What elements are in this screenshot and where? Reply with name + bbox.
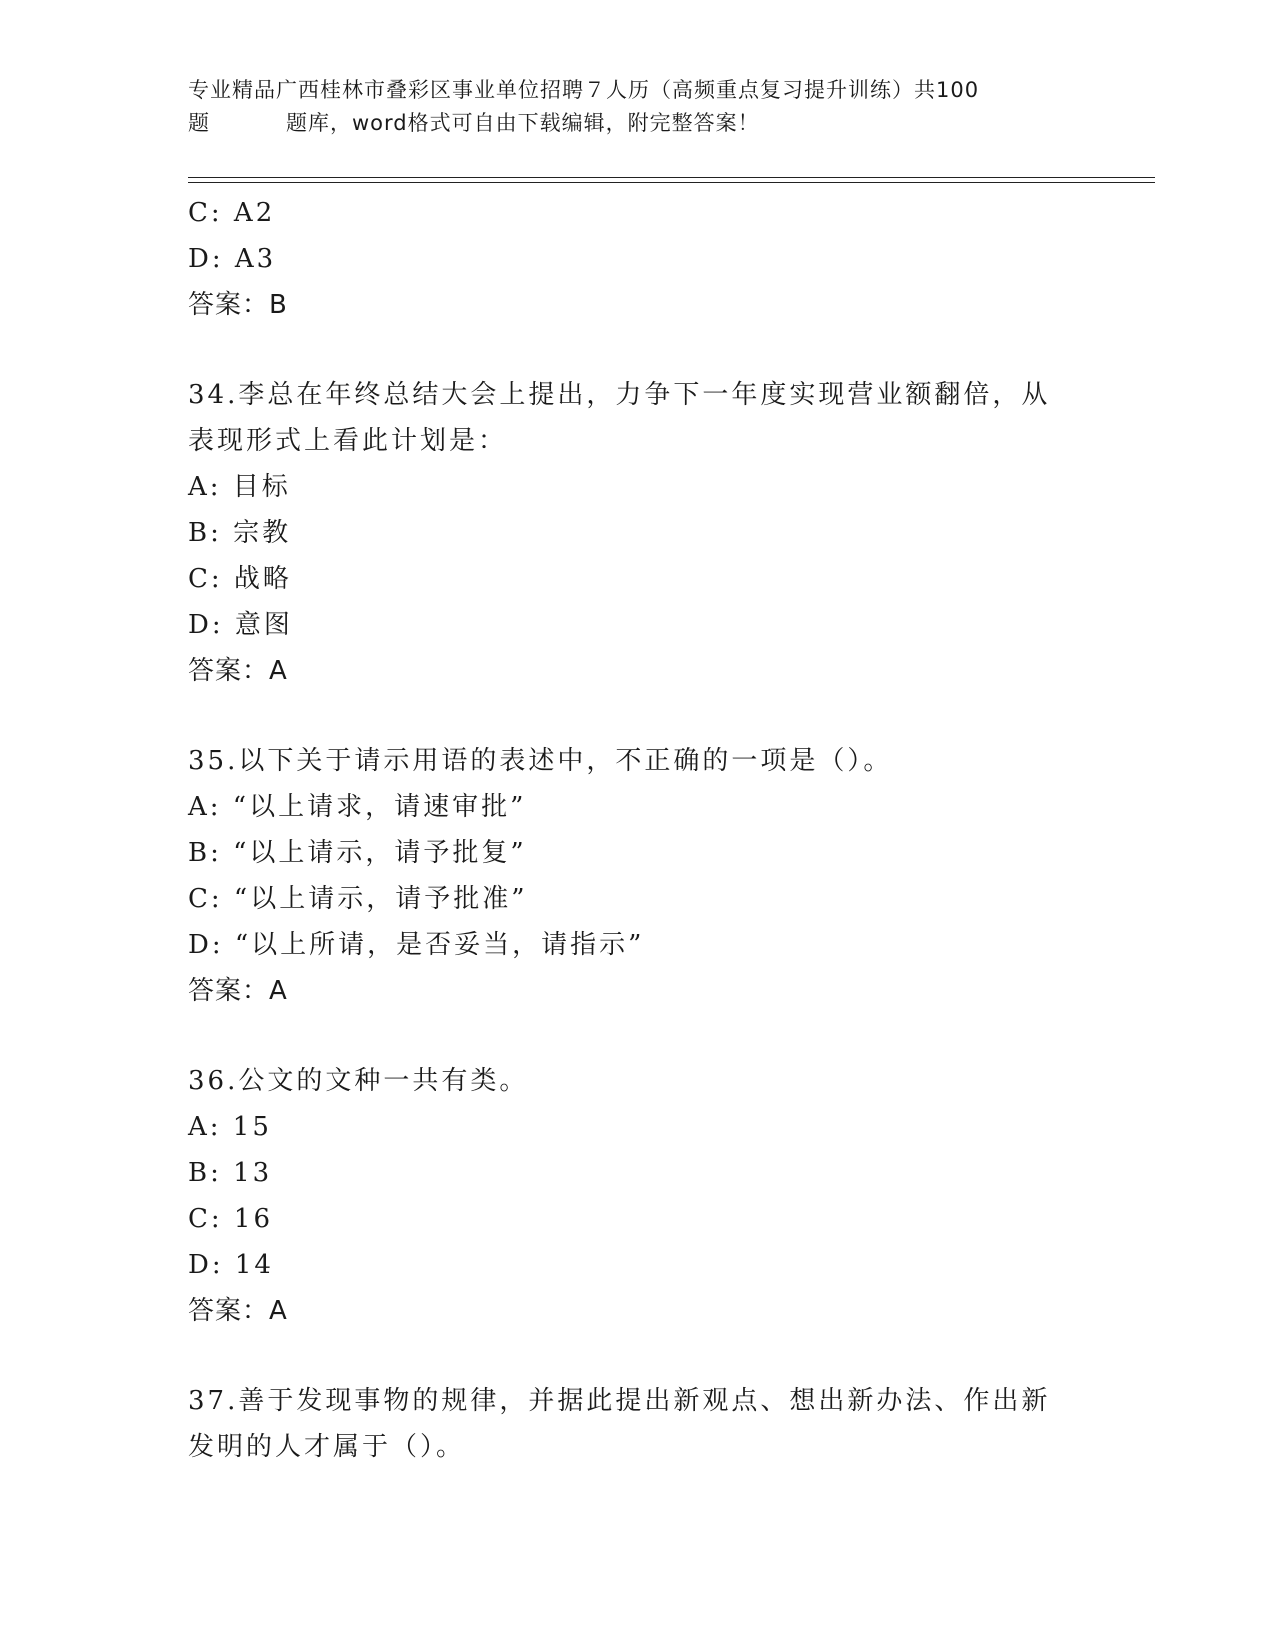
- option-d: D: 意图: [188, 610, 293, 640]
- option-d: D: A3: [188, 244, 277, 274]
- option-c: C: A2: [188, 198, 276, 228]
- option-a: A: 15: [188, 1112, 272, 1142]
- header-divider-bottom: [188, 182, 1155, 183]
- answer-line: 答案：A: [188, 656, 288, 686]
- option-c: C: 战略: [188, 564, 292, 594]
- question-block-36: [188, 1058, 1088, 1334]
- question-block-33: [188, 190, 1088, 328]
- header-divider-top: [188, 177, 1155, 178]
- question-text: 36.公文的文种一共有类。: [188, 1066, 529, 1096]
- header-title-line2: [188, 107, 1088, 140]
- question-text: 34.李总在年终总结大会上提出，力争下一年度实现营业额翻倍，从表现形式上看此计划是：: [188, 380, 1051, 456]
- option-b: B: “以上请示，请予批复”: [188, 838, 527, 868]
- option-d: D: “以上所请，是否妥当，请指示”: [188, 930, 645, 960]
- question-text: 35.以下关于请示用语的表述中，不正确的一项是（）。: [188, 746, 893, 776]
- header-title-line2-prefix: 题: [188, 111, 210, 135]
- answer-line: 答案：A: [188, 976, 288, 1006]
- option-a: A: “以上请求，请速审批”: [188, 792, 527, 822]
- question-block-37: [188, 1378, 1088, 1470]
- answer-line: 答案：B: [188, 290, 288, 320]
- header-title-line1: 专业精品广西桂林市叠彩区事业单位招聘７人历（高频重点复习提升训练）共100: [188, 78, 980, 102]
- answer-line: 答案：A: [188, 1296, 288, 1326]
- option-a: A: 目标: [188, 472, 291, 502]
- document-header: [188, 74, 1088, 140]
- option-b: B: 13: [188, 1158, 273, 1188]
- question-text: 37.善于发现事物的规律，并据此提出新观点、想出新办法、作出新发明的人才属于（）。: [188, 1386, 1051, 1462]
- option-c: C: “以上请示，请予批准”: [188, 884, 528, 914]
- header-title-line2-rest: 题库，word格式可自由下载编辑，附完整答案！: [286, 111, 760, 135]
- option-d: D: 14: [188, 1250, 274, 1280]
- question-block-35: [188, 738, 1088, 1014]
- option-c: C: 16: [188, 1204, 274, 1234]
- question-list: [188, 190, 1088, 1470]
- option-b: B: 宗教: [188, 518, 292, 548]
- question-block-34: [188, 372, 1088, 694]
